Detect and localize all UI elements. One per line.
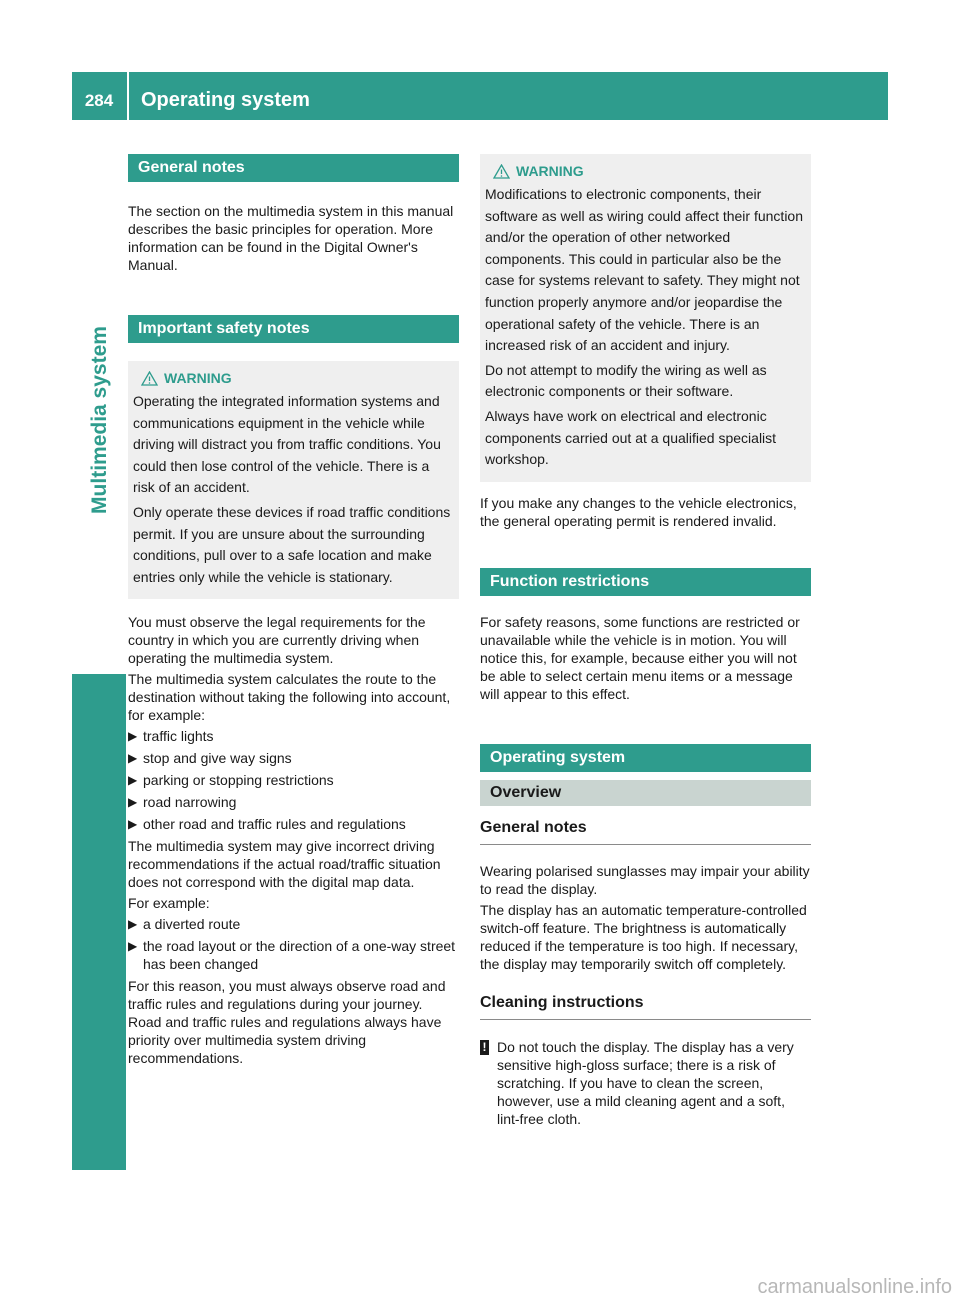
body-paragraph: The multimedia system calculates the route to the destination without taking the following into account, for example: xyxy=(128,671,451,724)
list-item: ▶ the road layout or the direction of a one-way street has been changed xyxy=(128,938,456,973)
body-paragraph: If you make any changes to the vehicle electronics, the general operating permit is rendered invalid. xyxy=(480,494,797,529)
heading-cleaning-instructions: Cleaning instructions xyxy=(480,993,811,1020)
bullet-icon: ▶ xyxy=(128,751,138,766)
warning-label: WARNING xyxy=(516,163,584,179)
warning-paragraph: Do not attempt to modify the wiring as well as electronic components or their software. xyxy=(485,361,767,400)
body-paragraph: For example: xyxy=(128,895,210,912)
warning-triangle-icon xyxy=(141,371,158,386)
body-paragraph: The multimedia system may give incorrect driving recommendations if the actual road/traffic situation does not correspond with the digital map data. xyxy=(128,838,441,891)
bullet-icon: ▶ xyxy=(128,817,138,832)
list-item: ▶ parking or stopping restrictions xyxy=(128,772,334,789)
watermark-text: carmanualsonline.info xyxy=(757,1276,952,1298)
page-title: Operating system xyxy=(141,89,310,111)
warning-box-safety xyxy=(128,361,459,599)
warning-label: WARNING xyxy=(164,370,232,386)
section-title-operating-system: Operating system xyxy=(480,744,811,772)
list-item: ▶ other road and traffic rules and regulations xyxy=(128,816,406,833)
warning-paragraph: Only operate these devices if road traffic conditions permit. If you are unsure about the surrounding conditions, pull over to a safe location and make entries only while the vehicle is stationary. xyxy=(133,503,451,585)
body-paragraph: Wearing polarised sunglasses may impair your ability to read the display. xyxy=(480,862,810,897)
warning-header xyxy=(485,162,806,180)
bullet-list xyxy=(128,727,459,833)
body-paragraph: The display has an automatic temperature-controlled switch-off feature. The brightness is automatically reduced if the temperature is too high. If necessary, the display may temporarily switch off completely. xyxy=(480,901,807,972)
section-title-function-restrictions: Function restrictions xyxy=(480,568,811,596)
page-number: 284 xyxy=(84,91,114,110)
heading-general-notes: General notes xyxy=(480,818,811,845)
bullet-icon: ▶ xyxy=(128,795,138,810)
warning-header xyxy=(133,369,454,387)
right-column xyxy=(480,154,811,1128)
warning-paragraph: Always have work on electrical and electronic components carried out at a qualified specialist workshop. xyxy=(485,407,777,468)
left-column xyxy=(128,154,459,1070)
header-divider xyxy=(127,72,129,120)
list-item: ▶ stop and give way signs xyxy=(128,750,292,767)
exclamation-icon: ! xyxy=(480,1040,489,1055)
cleaning-note xyxy=(480,1038,811,1128)
bullet-icon: ▶ xyxy=(128,917,138,932)
side-tab-label: Multimedia system xyxy=(88,326,111,514)
side-tab-block xyxy=(72,674,126,1170)
bullet-icon: ▶ xyxy=(128,773,138,788)
body-paragraph: You must observe the legal requirements for the country in which you are currently driving when operating the multimedia system. xyxy=(128,614,426,667)
page-header xyxy=(72,72,888,120)
list-item: ▶ a diverted route xyxy=(128,916,241,933)
bullet-icon: ▶ xyxy=(128,729,138,744)
section-title-safety: Important safety notes xyxy=(128,315,459,343)
subsection-title-overview: Overview xyxy=(480,780,811,806)
list-item: ▶ road narrowing xyxy=(128,794,237,811)
list-item: ▶ traffic lights xyxy=(128,728,214,745)
note-text: Do not touch the display. The display has a very sensitive high-gloss surface; there is a risk of scratching. If you have to clean the screen, however, use a mild cleaning agent and a soft, lint-free cloth. xyxy=(497,1038,794,1127)
general-notes-text: The section on the multimedia system in this manual describes the basic principles for operation. More information can be found in the Digital Owner's Manual. xyxy=(128,203,454,273)
warning-triangle-icon xyxy=(493,164,510,179)
section-title-general-notes: General notes xyxy=(128,154,459,182)
bullet-list xyxy=(128,915,459,973)
warning-box-modifications xyxy=(480,154,811,482)
body-paragraph: For this reason, you must always observe road and traffic rules and regulations during your journey. Road and traffic rules and regulations always have priority over multimedia system driving recommendations. xyxy=(128,978,446,1067)
body-paragraph: For safety reasons, some functions are restricted or unavailable while the vehicle is in motion. You will notice this, for example, because either you will not be able to select certain menu items or a message will appear to this effect. xyxy=(480,613,800,702)
warning-paragraph: Modifications to electronic components, their software as well as wiring could affect their function and/or the operation of other networked components. This could in particular also be the case for systems relevant to safety. They might not function properly anymore and/or jeopardise the operational safety of the vehicle. There is an increased risk of an accident and injury. xyxy=(485,186,804,354)
warning-paragraph: Operating the integrated information systems and communications equipment in the vehicle while driving will distract you from traffic conditions. You could then lose control of the vehicle. There is a risk of an accident. xyxy=(133,393,441,496)
bullet-icon: ▶ xyxy=(128,939,138,954)
